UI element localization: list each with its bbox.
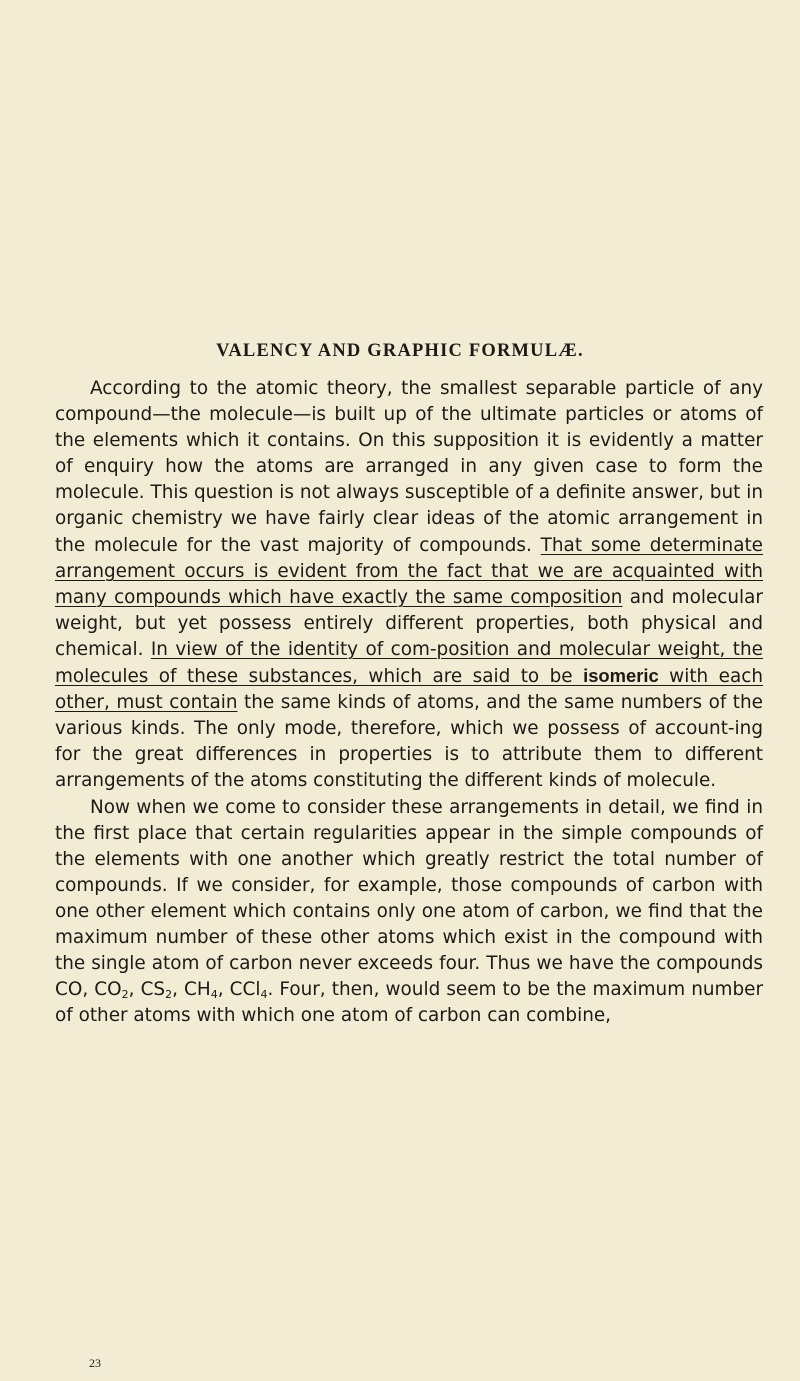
isomeric-term: isomeric xyxy=(583,665,659,687)
p2-text-1: Now when we come to consider these arrangements in detail, we find in the first place that certain regularities appear in the simple compounds of the elements with one another which greatly restrict the total number of compounds. If we consider, for example, those compounds of carbon with one other element which contains only one atom of carbon, we find that the maximum number of these other atoms which exist in the compound with the single atom of carbon never exceeds four. Thus we have the compounds xyxy=(55,796,763,975)
formula-ch4: $CH_4$ xyxy=(184,979,218,1002)
body-text xyxy=(55,376,763,1029)
formula-ccl4: CCl$_4$ xyxy=(229,979,268,1002)
page-number: 23 xyxy=(89,1356,101,1370)
chapter-heading: VALENCY AND GRAPHIC FORMULÆ. xyxy=(216,341,584,361)
p1-text-2: and molecular weight, but yet possess entirely different properties, both physical and chemical. xyxy=(55,586,763,660)
p1-underlined-1: That some determinate arrangement occurs is evident from the fact that we are acquainted with many compounds which have exactly the same composition xyxy=(55,534,763,608)
formula-co2: $CO_2$ xyxy=(94,979,129,1002)
p1-text-1: According to the atomic theory, the smallest separable particle of any compound—the molecule—is built up of the ultimate particles or atoms of the elements which it contains. On this supposition it is evidently a matter of enquiry how the atoms are arranged in any given case to form the molecule. This question is not always susceptible of a definite answer, but in organic chemistry we have fairly clear ideas of the atomic arrangement in the molecule for the vast majority of compounds. xyxy=(55,378,763,556)
paragraph-2: Now when we come to consider these arrangements in detail, we find in the first place that certain regularities appear in the simple compounds of the elements with one another which greatly restrict the total number of compounds. If we consider, for example, those compounds of carbon with one other element which contains only one atom of carbon, we find that the maximum number of these other atoms which exist in the compound with the single atom of carbon never exceeds four. Thus we have the compounds CO, $CO_2$, $CS_2$, $CH_4$, CCl$_4$. Four, then, would seem to be the maximum number of other atoms with which one atom of carbon can combine, xyxy=(55,796,764,1027)
formula-co: CO xyxy=(55,979,83,1001)
p2-text-2: Four, then, would seem to be the maximum number of other atoms with which one atom of carbon can combine, xyxy=(55,979,764,1027)
formula-cs2: $CS_2$ xyxy=(140,979,173,1002)
p1-text-3: the same kinds of atoms, and the same numbers of the various kinds. The only mode, therefore, which we possess of account-ing for the great differences in properties is to attribute them to different arrangements of the atoms constituting the different kinds of molecule. xyxy=(55,692,763,792)
p1-underlined-2: In view of the identity of com-position and molecular weight, the molecules of these substances, which are said to be xyxy=(55,638,763,688)
paragraph-1 xyxy=(55,376,763,795)
p1-underlined-3: with each other, must contain xyxy=(55,666,763,714)
